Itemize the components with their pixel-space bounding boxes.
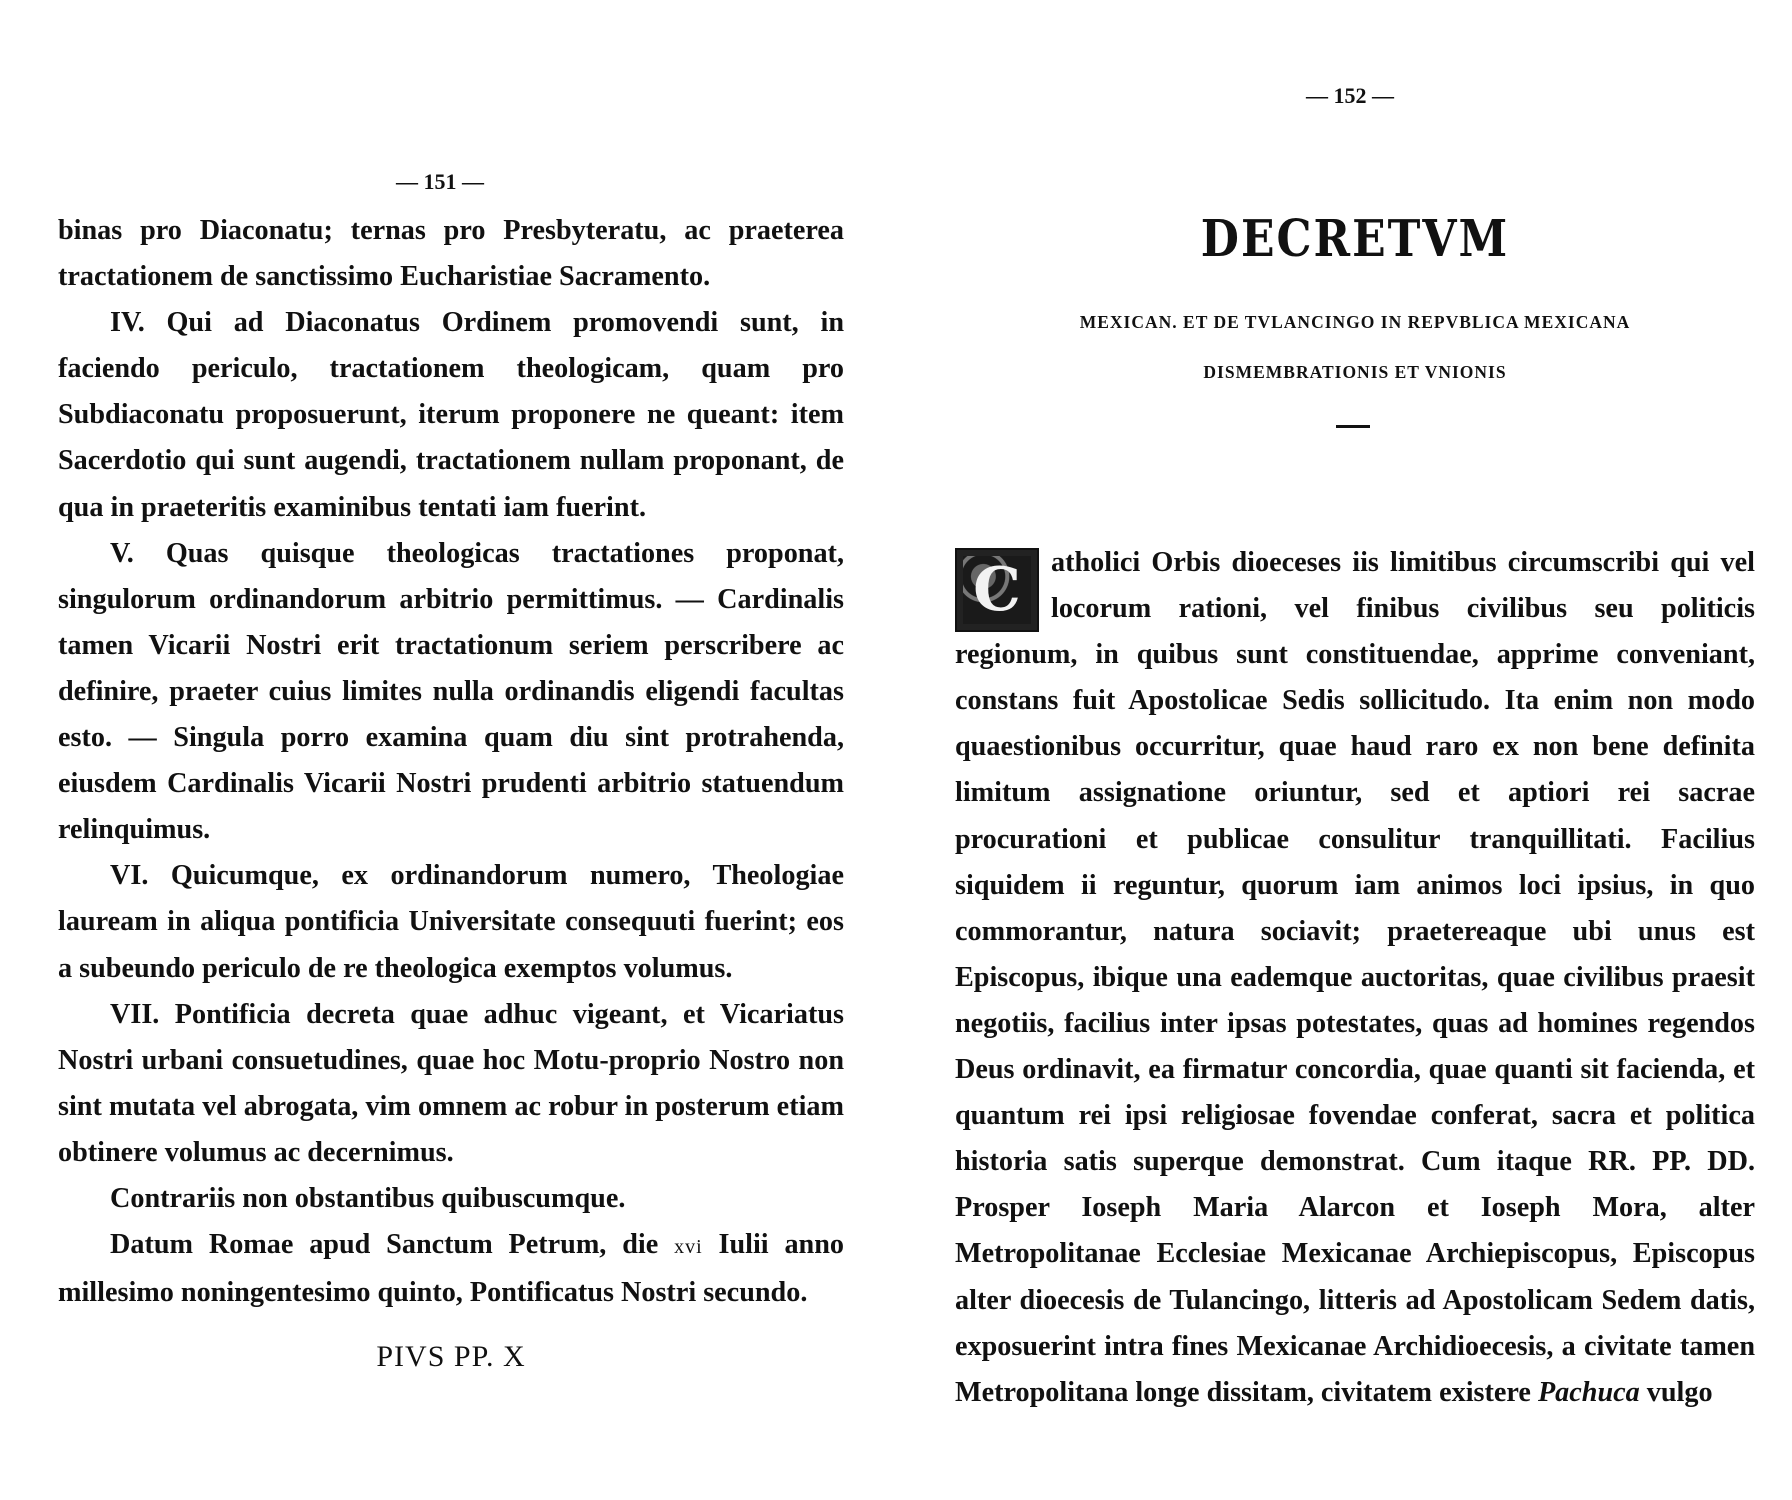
left-page-body [58,208,844,1316]
right-paragraph-1 [955,540,1755,1416]
title-divider [1336,425,1370,428]
ornamental-dropcap [955,548,1039,632]
left-paragraph-v: V. Quas quisque theologicas tractationes proponat, singulorum ordinandorum arbitrio permittimus. — Cardinalis tamen Vicarii Nostri erit tractationum seriem perscribere ac definire, praeter cuius limites nulla ordinandis eligendi facultas esto. — Singula porro examina quam diu sint protrahenda, eiusdem Cardinalis Vicarii Nostri prudenti arbitrio statuendum relinquimus. [58,537,844,846]
decree-title: DECRETVM [1200,210,1510,269]
right-page-body [955,540,1755,1416]
datum-text-pre: Datum Romae apud Sanctum Petrum, die [110,1229,659,1261]
dropcap-letter: C [973,555,1021,625]
left-paragraph-vii: VII. Pontificia decreta quae adhuc vigeant, et Vicariatus Nostri urbani consuetudines, quae hoc Motu-proprio Nostro non sint mutata vel abrogata, vim omnem ac robur in posterum etiam obtinere volumus ac decernimus. [58,998,844,1168]
left-paragraph-datum [58,1222,844,1316]
decree-subtitle-line1: MEXICAN. ET DE TVLANCINGO IN REPVBLICA MEXICANA [1079,312,1631,332]
decree-subtitle-line2: DISMEMBRATIONIS ET VNIONIS [1203,362,1507,382]
datum-day: xvi [674,1236,703,1259]
left-paragraph-contrariis: Contrariis non obstantibus quibuscumque. [110,1182,626,1214]
right-body-italic-place: Pachuca [1537,1376,1640,1408]
left-paragraph-1: binas pro Diaconatu; ternas pro Presbyteratu, ac praeterea tractationem de sanctissimo Eucharistiae Sacramento. [58,215,844,293]
left-paragraph-vi: VI. Quicumque, ex ordinandorum numero, Theologiae lauream in aliqua pontificia Universitate consequuti fuerint; eos a subeundo periculo de re theologica exemptos volumus. [58,860,844,984]
right-body-tail: vulgo [1646,1376,1713,1408]
left-page-number: — 151 — [396,169,484,194]
right-page-number: — 152 — [1306,83,1394,108]
papal-signature: PIVS PP. X [376,1340,526,1373]
right-body-main: atholici Orbis dioeceses iis limitibus circumscribi qui vel locorum rationi, vel finibus civilibus seu politicis regionum, in quibus sunt constituendae, apprime conveniant, constans fuit Apostolicae Sedis sollicitudo. Ita enim non modo quaestionibus occurritur, quae haud raro ex non bene definita limitum assignatione oriuntur, sed et aptiori rei sacrae procurationi et publicae consulitur tranquillitati. Facilius siquidem ii reguntur, quorum iam animos loci ipsius, in quo commorantur, natura sociavit; praetereaque ubi unus est Episcopus, ibique una eademque auctoritas, quae civilibus praesit negotiis, facilius inter ipsas potestates, quas ad homines regendos Deus ordinavit, ea firmatur concordia, quae quanti sit facienda, et quantum rei ipsi religiosae fovendae conferat, sacra et politica historia satis superque demonstrat. Cum itaque RR. PP. DD. Prosper Ioseph Maria Alarcon et Ioseph Mora, alter Metropolitanae Ecclesiae Mexicanae Archiepiscopus, Episcopus alter dioecesis de Tulancingo, litteris ad Apostolicam Sedem datis, exposuerint intra fines Mexicanae Archidioecesis, a civitate tamen Metropolitana longe dissitam, civitatem existere [955,547,1755,1408]
datum-text-post: Iulii anno millesimo noningentesimo quinto, Pontificatus Nostri secundo. [58,1229,844,1309]
left-paragraph-iv: IV. Qui ad Diaconatus Ordinem promovendi sunt, in faciendo periculo, tractationem theologicam, quam pro Subdiaconatu proposuerunt, iterum proponere ne queant: item Sacerdotio qui sunt augendi, tractationem nullam proponant, de qua in praeteritis examinibus tentati iam fuerint. [58,307,844,523]
